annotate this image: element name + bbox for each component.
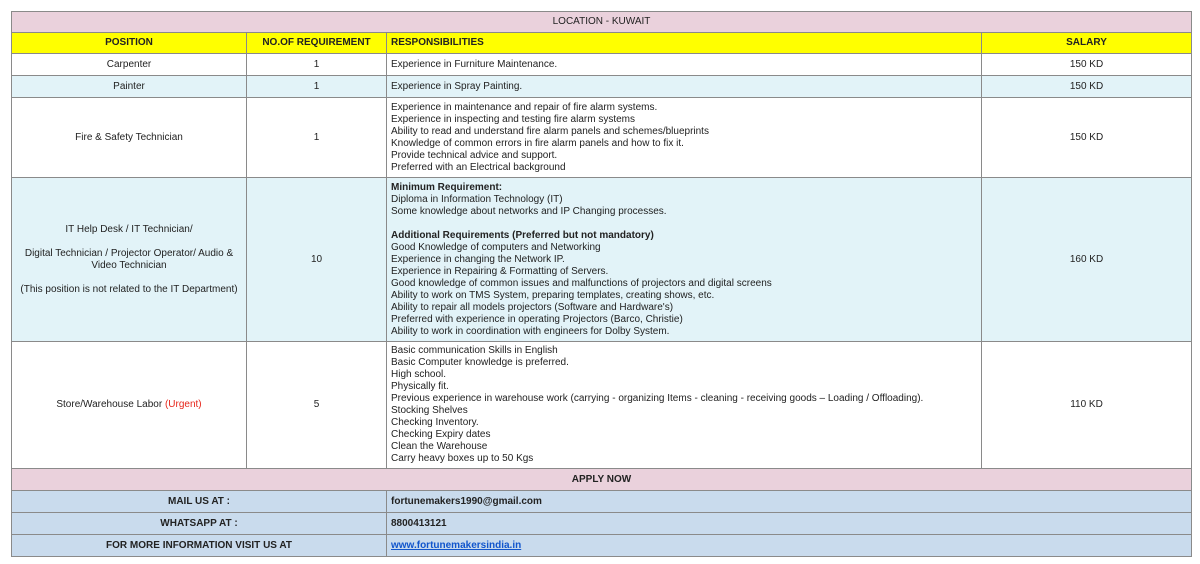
position-line: Digital Technician / Projector Operator/ Audio & Video Technician (24, 247, 234, 271)
responsibility-line: Basic Computer knowledge is preferred. (391, 357, 569, 368)
mail-value[interactable]: fortunemakers1990@gmail.com (387, 491, 1192, 513)
responsibility-line: Knowledge of common errors in fire alarm panels and how to fix it. (391, 137, 684, 149)
responsibilities-cell (387, 76, 982, 98)
requirement-cell: 1 (247, 98, 387, 178)
requirement-cell: 5 (247, 342, 387, 469)
responsibilities-cell (387, 54, 982, 76)
urgent-badge: (Urgent) (164, 399, 202, 410)
salary-cell: 150 KD (982, 98, 1192, 178)
responsibility-line: Ability to work in coordination with engineers for Dolby System. (391, 325, 670, 337)
responsibility-line: High school. (391, 369, 447, 380)
apply-now-title: APPLY NOW (12, 469, 1192, 491)
responsibility-line: Checking Expiry dates (391, 429, 491, 440)
position-text: Store/Warehouse Labor (56, 399, 163, 410)
position-cell: Carpenter (12, 54, 247, 76)
responsibility-line: Checking Inventory. (391, 417, 479, 428)
apply-now-row (12, 469, 1192, 491)
mail-row (12, 491, 1192, 513)
responsibility-line: Provide technical advice and support. (391, 149, 558, 161)
website-cell (387, 535, 1192, 557)
location-header-row (12, 12, 1192, 33)
responsibility-line: Experience in inspecting and testing fire alarm systems (391, 113, 636, 125)
responsibility-line: Preferred with experience in operating Projectors (Barco, Christie) (391, 313, 683, 325)
position-cell: Fire & Safety Technician (12, 98, 247, 178)
responsibility-line: Preferred with an Electrical background (391, 161, 566, 173)
col-position-header: POSITION (12, 33, 247, 54)
position-cell (12, 178, 247, 342)
whatsapp-value[interactable]: 8800413121 (387, 513, 1192, 535)
requirement-cell: 1 (247, 54, 387, 76)
col-requirement-header: NO.OF REQUIREMENT (247, 33, 387, 54)
table-row-painter (12, 76, 1192, 98)
responsibility-line: Clean the Warehouse (391, 441, 488, 452)
salary-cell: 150 KD (982, 76, 1192, 98)
responsibility-line: Stocking Shelves (391, 405, 468, 416)
responsibility-line: Experience in maintenance and repair of fire alarm systems. (391, 101, 658, 113)
position-cell: Painter (12, 76, 247, 98)
column-header-row (12, 33, 1192, 54)
table-row-it-technician (12, 178, 1192, 342)
responsibility-line: Good Knowledge of computers and Networking (391, 241, 601, 253)
website-link[interactable]: www.fortunemakersindia.in (391, 539, 522, 551)
job-listing-table (11, 11, 1192, 557)
responsibility-line: Some knowledge about networks and IP Changing processes. (391, 205, 667, 217)
whatsapp-label: WHATSAPP AT : (12, 513, 387, 535)
location-title: LOCATION - KUWAIT (12, 12, 1192, 33)
minimum-requirement-heading: Minimum Requirement: (391, 181, 503, 193)
responsibility-line: Experience in Repairing & Formatting of Servers. (391, 265, 609, 277)
table-row-carpenter (12, 54, 1192, 76)
responsibilities-cell (387, 342, 982, 469)
position-cell (12, 342, 247, 469)
responsibility-line: Diploma in Information Technology (IT) (391, 193, 563, 205)
salary-cell: 150 KD (982, 54, 1192, 76)
requirement-cell: 1 (247, 76, 387, 98)
col-salary-header: SALARY (982, 33, 1192, 54)
col-responsibilities-header: RESPONSIBILITIES (387, 33, 982, 54)
mail-label: MAIL US AT : (12, 491, 387, 513)
responsibility-line: Ability to repair all models projectors (Software and Hardware's) (391, 301, 674, 313)
table-row-fire-safety (12, 98, 1192, 178)
responsibility-line: Experience in Furniture Maintenance. (391, 58, 558, 70)
website-label: FOR MORE INFORMATION VISIT US AT (12, 535, 387, 557)
salary-cell: 160 KD (982, 178, 1192, 342)
responsibility-line: Ability to read and understand fire alarm panels and schemes/blueprints (391, 125, 709, 137)
responsibility-line: Experience in Spray Painting. (391, 80, 523, 92)
responsibility-line: Ability to work on TMS System, preparing templates, creating shows, etc. (391, 289, 715, 301)
responsibility-line: Basic communication Skills in English (391, 345, 558, 356)
website-row (12, 535, 1192, 557)
additional-requirements-heading: Additional Requirements (Preferred but not mandatory) (391, 229, 654, 241)
responsibilities-cell (387, 98, 982, 178)
salary-cell: 110 KD (982, 342, 1192, 469)
responsibility-line: Good knowledge of common issues and malfunctions of projectors and digital screens (391, 277, 772, 289)
position-line: IT Help Desk / IT Technician/ (65, 223, 193, 235)
whatsapp-row (12, 513, 1192, 535)
responsibility-line: Experience in changing the Network IP. (391, 253, 565, 265)
table-row-warehouse-labor (12, 342, 1192, 469)
responsibility-line: Previous experience in warehouse work (carrying - organizing Items - cleaning - receiving goods – Loading / Offloading). (391, 393, 924, 404)
position-line: (This position is not related to the IT Department) (20, 283, 238, 295)
responsibility-line: Carry heavy boxes up to 50 Kgs (391, 453, 534, 464)
responsibilities-cell (387, 178, 982, 342)
responsibility-line: Physically fit. (391, 381, 449, 392)
requirement-cell: 10 (247, 178, 387, 342)
